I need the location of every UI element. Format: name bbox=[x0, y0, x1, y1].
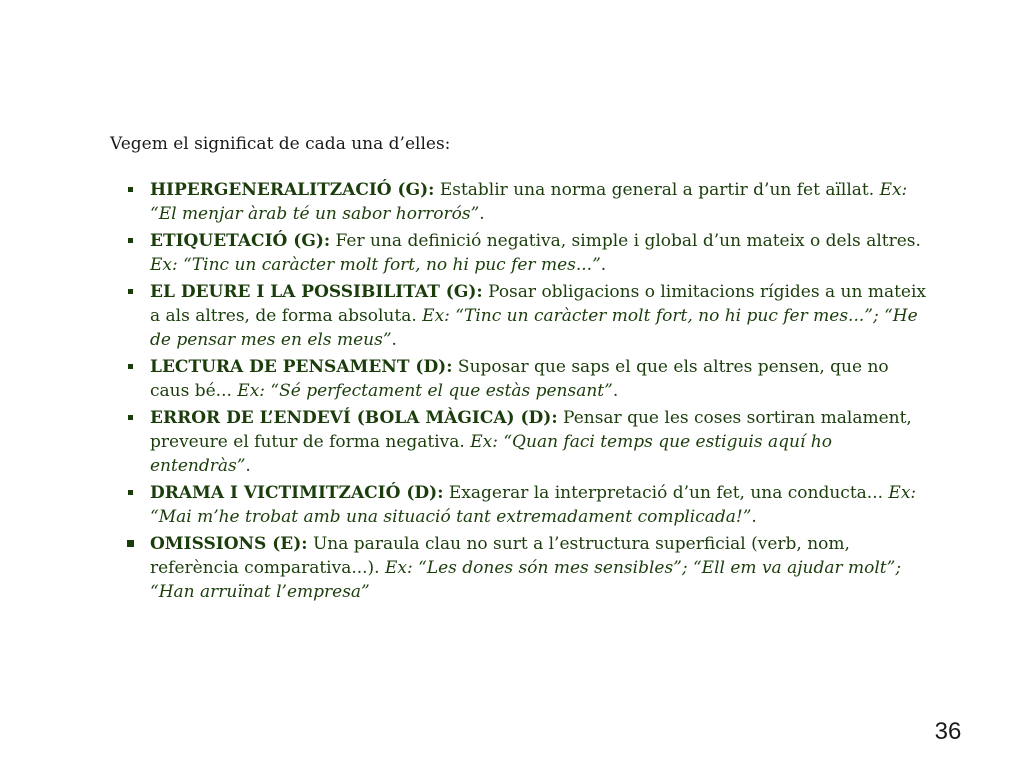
item-term: LECTURA DE PENSAMENT (D): bbox=[150, 357, 453, 377]
item-term: ETIQUETACIÓ (G): bbox=[150, 231, 331, 251]
list-item-lectura-pensament bbox=[110, 355, 930, 403]
item-example: Ex: “Mai m’he trobat amb una situació tant extremadament complicada!” bbox=[150, 483, 917, 527]
square-bullet-icon bbox=[128, 364, 133, 369]
intro-text: Vegem el significat de cada una d’elles: bbox=[110, 134, 451, 154]
item-description: Fer una definició negativa, simple i global d’un mateix o dels altres. bbox=[330, 231, 921, 251]
item-description: Pensar que les coses sortiran malament, preveure el futur de forma negativa. bbox=[150, 408, 912, 452]
item-tail: . bbox=[600, 255, 607, 275]
square-bullet-icon bbox=[128, 289, 133, 294]
square-bullet-icon bbox=[128, 187, 133, 192]
item-term: OMISSIONS (E): bbox=[150, 534, 308, 554]
square-bullet-icon bbox=[128, 415, 133, 420]
item-term: EL DEURE I LA POSSIBILITAT (G): bbox=[150, 282, 483, 302]
square-bullet-icon bbox=[128, 490, 133, 495]
item-tail: . bbox=[751, 507, 757, 527]
item-description: Establir una norma general a partir d’un fet aïllat. bbox=[434, 180, 880, 200]
item-term: DRAMA I VICTIMITZACIÓ (D): bbox=[150, 483, 444, 503]
distortion-list bbox=[110, 178, 930, 604]
item-description: Exagerar la interpretació d’un fet, una conducta... bbox=[443, 483, 889, 503]
item-example: Ex: “Sé perfectament el que estàs pensant” bbox=[237, 381, 613, 401]
list-item-hipergeneralitzacio bbox=[110, 178, 930, 226]
list-item-drama-victimitzacio bbox=[110, 481, 930, 529]
list-item-etiquetacio bbox=[110, 229, 930, 277]
item-tail: . bbox=[479, 204, 485, 224]
slide-content bbox=[110, 132, 930, 607]
item-example: Ex: “El menjar àrab té un sabor horrorós” bbox=[150, 180, 908, 224]
item-description: Suposar que saps el que els altres pensen, que no caus bé... bbox=[150, 357, 889, 401]
item-description: Una paraula clau no surt a l’estructura superficial (verb, nom, referència comparativa...). bbox=[150, 534, 850, 578]
item-example: Ex: “Quan faci temps que estiguis aquí ho entendràs” bbox=[150, 432, 832, 476]
item-example: Ex: “Tinc un caràcter molt fort, no hi puc fer mes...”; “He de pensar mes en els meus” bbox=[150, 306, 918, 350]
list-item-deure-possibilitat bbox=[110, 280, 930, 352]
item-tail: . bbox=[391, 330, 397, 350]
item-tail: . bbox=[612, 381, 619, 401]
item-example: Ex: “Tinc un caràcter molt fort, no hi puc fer mes...” bbox=[150, 255, 601, 275]
item-term: ERROR DE L’ENDEVÍ (BOLA MÀGICA) (D): bbox=[150, 408, 558, 428]
square-bullet-icon bbox=[128, 238, 133, 243]
list-item-error-endevi bbox=[110, 406, 930, 478]
list-item-omissions bbox=[110, 532, 930, 604]
square-bullet-icon bbox=[127, 540, 134, 547]
item-term: HIPERGENERALITZACIÓ (G): bbox=[150, 180, 435, 200]
item-description: Posar obligacions o limitacions rígides a un mateix a als altres, de forma absoluta. bbox=[150, 282, 926, 326]
page-number: 36 bbox=[934, 718, 962, 745]
item-example: Ex: “Les dones són mes sensibles”; “Ell em va ajudar molt”; “Han arruïnat l’empresa” bbox=[150, 558, 902, 602]
item-tail: . bbox=[245, 456, 251, 476]
